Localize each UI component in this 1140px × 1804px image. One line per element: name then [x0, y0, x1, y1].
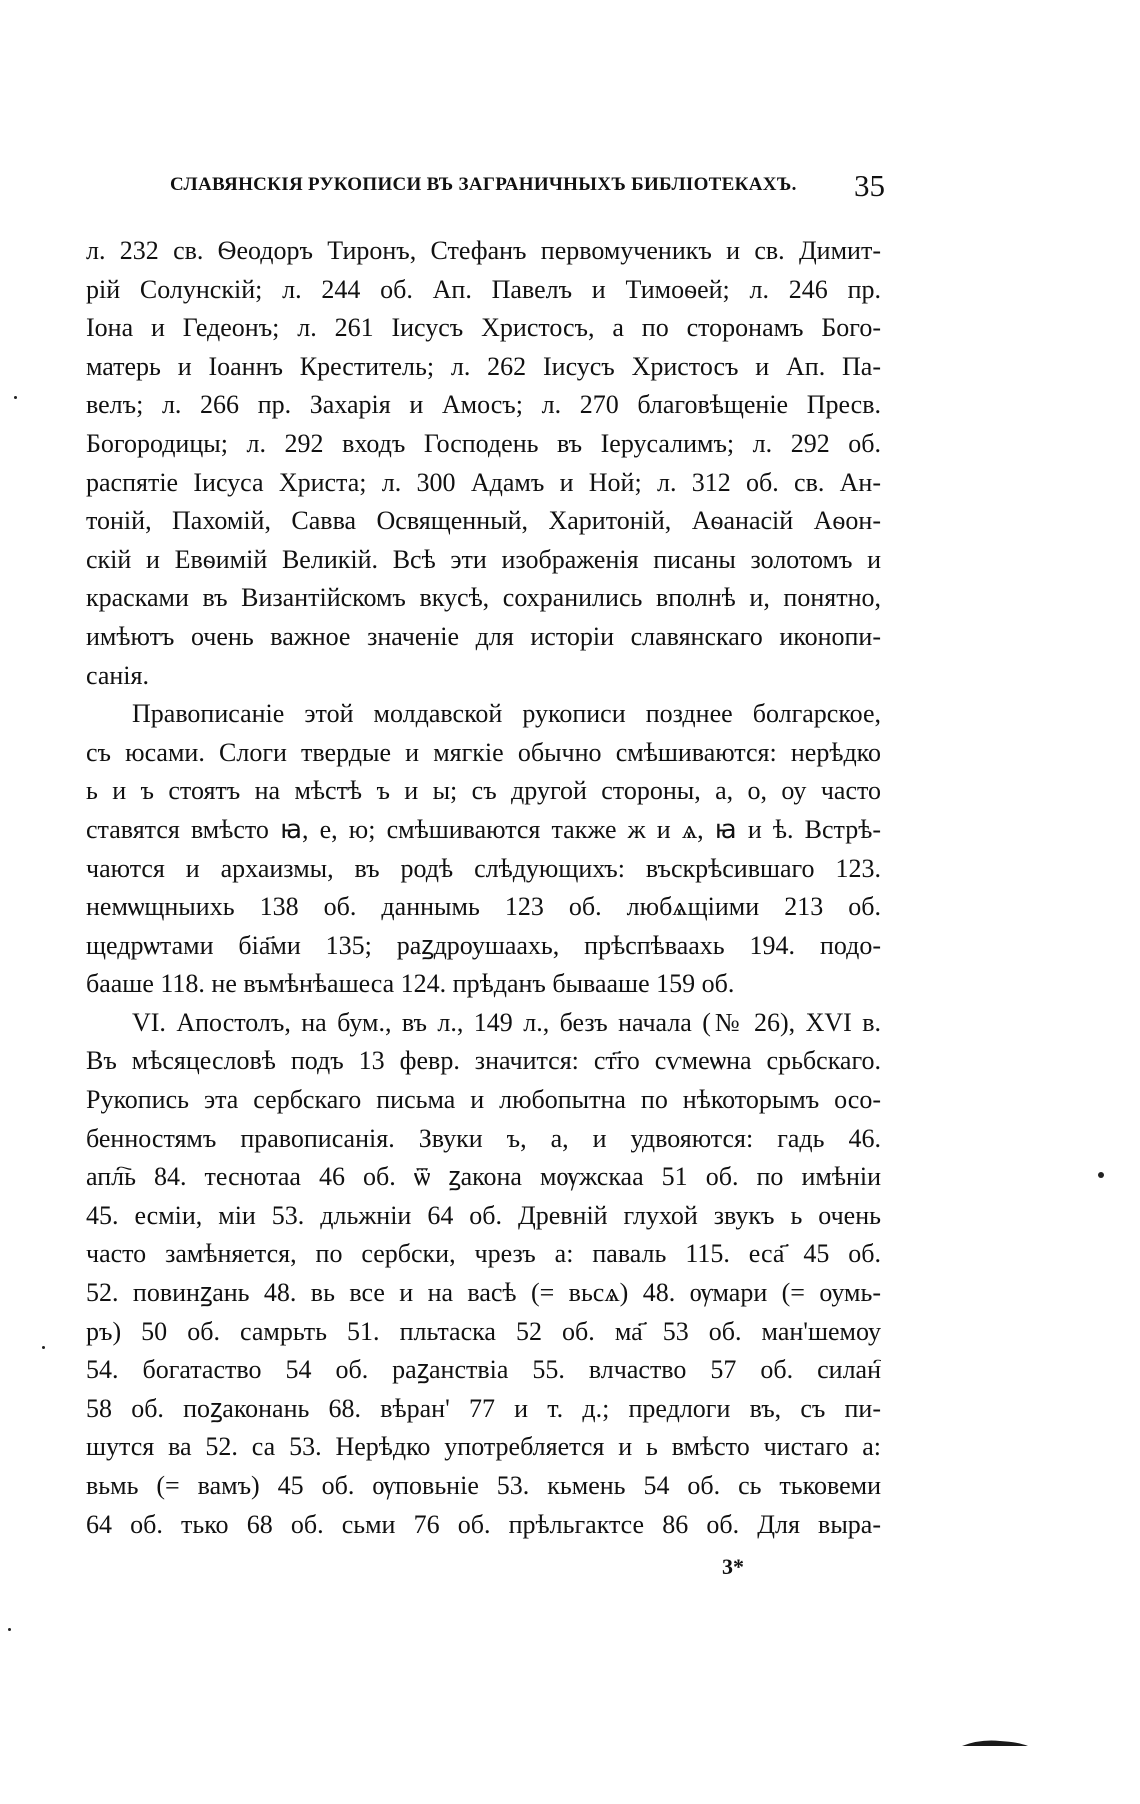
text-line: немѡщныихь 138 об. даннымь 123 об. любѧщіими 213 об.	[86, 892, 881, 922]
text-line: красками въ Византійскомъ вкусѣ, сохранились вполнѣ и, понятно,	[86, 583, 881, 613]
speck-mark	[42, 1346, 45, 1349]
text-line: Богородицы; л. 292 входъ Господень въ Іерусалимъ; л. 292 об.	[86, 428, 881, 458]
text-line: скій и Евѳимій Великій. Всѣ эти изображенія писаны золотомъ и	[86, 544, 881, 574]
text-line: 52. повинꙁань 48. вь все и на васѣ (= вьсѧ) 48. ѹмари (= оумь-	[86, 1278, 881, 1308]
text-line: матерь и Іоаннъ Креститель; л. 262 Іисусъ Христосъ и Ап. Па-	[86, 351, 881, 381]
text-line: Въ мѣсяцесловѣ подъ 13 февр. значится: ст҃го сѵмеѡна срьбскаго.	[86, 1046, 881, 1076]
ink-smudge	[960, 1738, 1030, 1748]
text-line: щедрѡтами біа҃ми 135; раꙁдроушаахь, прѣспѣваахь 194. подо-	[86, 930, 881, 960]
speck-mark	[14, 396, 17, 399]
text-line: распятіе Іисуса Христа; л. 300 Адамъ и Ной; л. 312 об. св. Ан-	[86, 467, 881, 497]
text-line: ь и ъ стоятъ на мѣстѣ ъ и ы; съ другой стороны, а, о, оу часто	[86, 776, 881, 806]
signature-mark: 3*	[722, 1554, 744, 1579]
page-number: 35	[854, 168, 885, 203]
speck-mark	[8, 1628, 11, 1631]
text-line: шутся ва 52. са 53. Нерѣдко употребляется и ь вмѣсто чистаго а:	[86, 1432, 881, 1462]
text-line: велъ; л. 266 пр. Захарія и Амосъ; л. 270 благовѣщеніе Пресв.	[86, 390, 881, 420]
text-line: бааше 118. не въмѣнѣашеса 124. прѣданъ бывааше 159 об.	[86, 969, 735, 999]
text-line: вьмь (= вамъ) 45 об. ѹповьніе 53. кьмень 54 об. сь тьковеми	[86, 1471, 881, 1500]
text-line: съ юсами. Слоги твердые и мягкіе обычно смѣшиваются: нерѣдко	[86, 737, 881, 767]
text-line: VI. Апостолъ, на бум., въ л., 149 л., безъ начала (№ 26), XVI в.	[132, 1007, 881, 1037]
text-line: л. 232 св. Ѳеодоръ Тиронъ, Стефанъ первомученикъ и св. Димит-	[86, 236, 881, 265]
page-header	[170, 168, 885, 208]
text-line: 45. есміи, міи 53. дльжніи 64 об. Древній глухой звукъ ь очень	[86, 1200, 881, 1230]
text-line: бенностямъ правописанія. Звуки ъ, а, и удвояются: гадь 46.	[86, 1123, 881, 1153]
text-line: 54. богатаство 54 об. раꙁанствіа 55. влчаство 57 об. силан҇	[86, 1355, 881, 1385]
text-line: часто замѣняется, по сербски, чрезъ а: паваль 115. еса҃ 45 об.	[86, 1239, 881, 1269]
text-line: 64 об. тько 68 об. сьми 76 об. прѣльгактсе 86 об. Для выра-	[86, 1509, 881, 1539]
text-line: тоній, Пахомій, Савва Освященный, Харитоній, Аѳанасій Аѳон-	[86, 506, 881, 536]
text-line: Рукопись эта сербскаго письма и любопытна по нѣкоторымъ осо-	[86, 1085, 881, 1115]
text-line: ставятся вмѣсто ꙗ, е, ю; смѣшиваются также ж и ѧ, ꙗ и ѣ. Встрѣ-	[86, 814, 881, 844]
text-line: Іона и Гедеонъ; л. 261 Іисусъ Христосъ, а по сторонамъ Бого-	[86, 313, 881, 343]
text-line: имѣютъ очень важное значеніе для исторіи славянскаго иконопи-	[86, 621, 881, 651]
running-title: СЛАВЯНСКІЯ РУКОПИСИ ВЪ ЗАГРАНИЧНЫХЪ БИБЛІОТЕКАХЪ.	[170, 174, 797, 195]
text-line: 58 об. поꙁаконань 68. вѣран' 77 и т. д.; предлоги въ, съ пи-	[86, 1393, 881, 1423]
text-line: санія.	[86, 660, 149, 690]
text-line: рій Солунскій; л. 244 об. Ап. Павелъ и Тимоѳей; л. 246 пр.	[86, 274, 881, 304]
text-line: чаются и архаизмы, въ родѣ слѣдующихъ: въскрѣсившаго 123.	[86, 853, 881, 883]
text-line: Правописаніе этой молдавской рукописи позднее болгарское,	[132, 699, 881, 729]
text-line: ръ) 50 об. самрьть 51. пльтаска 52 об. ма҃ 53 об. ман'шемоу	[86, 1316, 881, 1346]
speck-mark	[1098, 1172, 1104, 1178]
text-line: апл҇ь 84. теснотаа 46 об. ѿ ꙁакона мѹжскаа 51 об. по имѣніи	[86, 1162, 881, 1192]
body-text	[86, 232, 881, 1544]
